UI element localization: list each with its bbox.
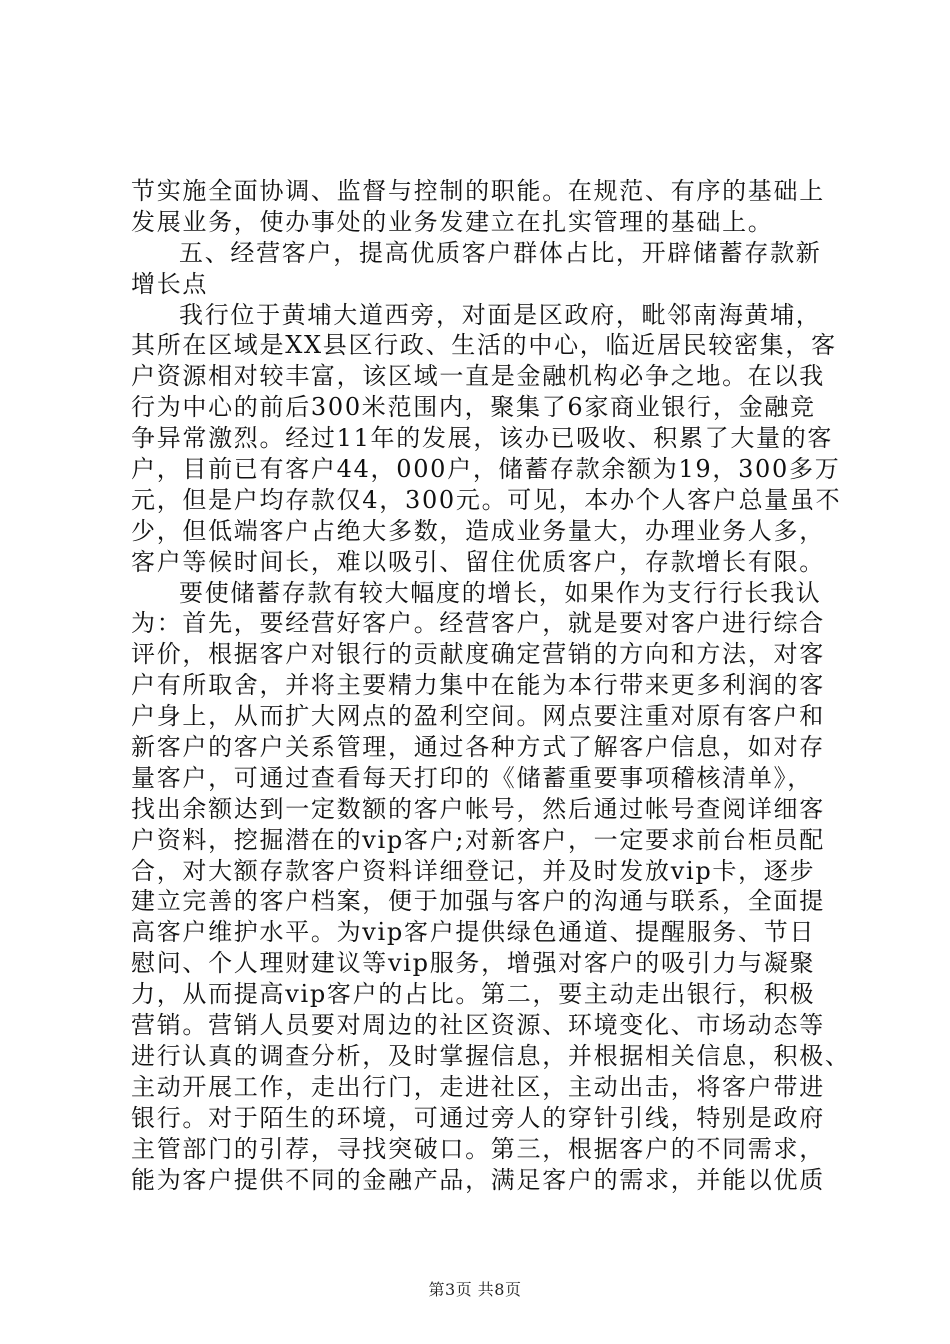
text-line: 行为中心的前后300米范围内，聚集了6家商业银行，金融竞 [131, 393, 816, 422]
text-line: 户有所取舍，并将主要精力集中在能为本行带来更多利润的客 [131, 671, 825, 700]
page-number-label: 第3页 共8页 [428, 1280, 522, 1299]
text-line: 户身上，从而扩大网点的盈利空间。网点要注重对原有客户和 [131, 702, 825, 731]
text-line: 高客户维护水平。为vip客户提供绿色通道、提醒服务、节日 [131, 918, 816, 947]
text-line: 户，目前已有客户44，000户，储蓄存款余额为19，300多万 [131, 455, 841, 484]
text-line: 少，但低端客户占绝大多数，造成业务量大，办理业务人多， [131, 516, 825, 545]
text-line: 营销。营销人员要对周边的社区资源、环境变化、市场动态等 [131, 1011, 825, 1040]
text-line: 建立完善的客户档案，便于加强与客户的沟通与联系，全面提 [131, 887, 825, 916]
document-body [131, 176, 851, 1195]
text-line: 其所在区域是XX县区行政、生活的中心，临近居民较密集，客 [131, 331, 837, 360]
text-line: 量客户，可通过查看每天打印的《储蓄重要事项稽核清单》， [131, 763, 813, 792]
text-line: 银行。对于陌生的环境，可通过旁人的穿针引线，特别是政府 [131, 1103, 825, 1132]
text-line: 争异常激烈。经过11年的发展，该办已吸收、积累了大量的客 [131, 424, 834, 453]
text-line: 发展业务，使办事处的业务发建立在扎实管理的基础上。 [131, 207, 774, 236]
paragraph-first-line: 要使储蓄存款有较大幅度的增长，如果作为支行行长我认 [179, 578, 822, 607]
text-line: 力，从而提高vip客户的占比。第二，要主动走出银行，积极 [131, 980, 816, 1009]
text-line: 户资料，挖掘潜在的vip客户;对新客户，一定要求前台柜员配 [131, 825, 825, 854]
text-line: 为：首先，要经营好客户。经营客户，就是要对客户进行综合 [131, 609, 825, 638]
section-heading-line: 增长点 [131, 269, 209, 298]
page-footer [0, 1280, 950, 1300]
text-line: 评价，根据客户对银行的贡献度确定营销的方向和方法，对客 [131, 640, 825, 669]
text-line: 主动开展工作，走出行门，走进社区，主动出击，将客户带进 [131, 1072, 825, 1101]
text-line: 节实施全面协调、监督与控制的职能。在规范、有序的基础上 [131, 177, 825, 205]
text-line: 找出余额达到一定数额的客户帐号，然后通过帐号查阅详细客 [131, 794, 825, 823]
paragraph-first-line: 我行位于黄埔大道西旁，对面是区政府，毗邻南海黄埔， [179, 300, 822, 329]
section-heading-line: 五、经营客户，提高优质客户群体占比，开辟储蓄存款新 [179, 238, 822, 267]
text-line: 新客户的客户关系管理，通过各种方式了解客户信息，如对存 [131, 733, 825, 762]
text-line: 能为客户提供不同的金融产品，满足客户的需求，并能以优质 [131, 1165, 825, 1194]
text-line: 客户等候时间长，难以吸引、留住优质客户，存款增长有限。 [131, 547, 825, 576]
text-line: 元，但是户均存款仅4，300元。可见，本办个人客户总量虽不 [131, 485, 842, 514]
text-line: 户资源相对较丰富，该区域一直是金融机构必争之地。在以我 [131, 362, 825, 391]
text-line: 进行认真的调查分析，及时掌握信息，并根据相关信息，积极、 [131, 1041, 851, 1070]
text-line: 慰问、个人理财建议等vip服务，增强对客户的吸引力与凝聚 [131, 949, 816, 978]
text-line: 合，对大额存款客户资料详细登记，并及时发放vip卡，逐步 [131, 856, 816, 885]
text-line: 主管部门的引荐，寻找突破口。第三，根据客户的不同需求， [131, 1134, 825, 1163]
